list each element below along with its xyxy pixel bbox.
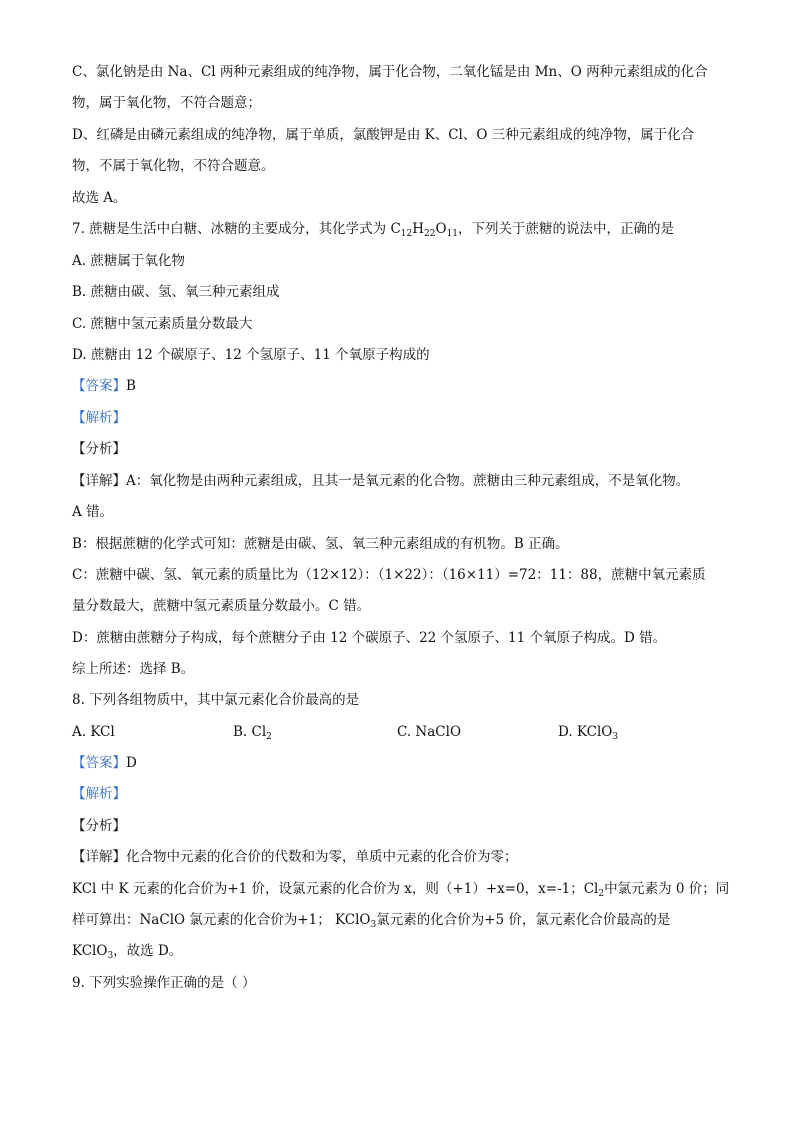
q7-analysis-tag: 【解析】: [72, 410, 126, 426]
q7-detail-line-4: C：蔗糖中碳、氢、氧元素的质量比为（12×12）：（1×22）：（16×11）=72：11：88，蔗糖中氧元素质: [72, 567, 706, 583]
q7-detail-line-3: B：根据蔗糖的化学式可知：蔗糖是由碳、氢、氧三种元素组成的有机物。B 正确。: [72, 536, 569, 552]
q8-option-c: C. NaClO: [397, 724, 462, 740]
q7-option-b: B. 蔗糖由碳、氢、氧三种元素组成: [72, 284, 280, 300]
q7-detail-line-1: 【详解】A：氧化物是由两种元素组成，且其一是氧元素的化合物。蔗糖由三种元素组成，不是氧化物。: [72, 473, 690, 489]
option-d-explanation-line-2: 物，不属于氧化物，不符合题意。: [72, 158, 275, 174]
q8-analysis-tag: 【解析】: [72, 786, 126, 802]
q7-detail-line-6: D：蔗糖由蔗糖分子构成，每个蔗糖分子由 12 个碳原子、22 个氢原子、11 个氧原子构成。D 错。: [72, 630, 667, 646]
q8-answer: 【答案】D: [72, 755, 137, 771]
q7-detail-line-2: A 错。: [72, 504, 114, 520]
q8-detail-line-4: KClO$_3$，故选 D。: [72, 943, 183, 961]
option-c-explanation-line-1: C、氯化钠是由 Na、Cl 两种元素组成的纯净物，属于化合物，二氧化锰是由 Mn、O 两种元素组成的化合: [72, 64, 708, 80]
q8-stem: 8. 下列各组物质中，其中氯元素化合价最高的是: [72, 692, 360, 708]
q8-detail-line-1: 【详解】化合物中元素的化合价的代数和为零，单质中元素的化合价为零；: [72, 849, 518, 865]
detail-tag: 【详解】: [72, 849, 126, 865]
q7-option-a: A. 蔗糖属于氧化物: [72, 253, 185, 269]
choice-conclusion: 故选 A。: [72, 190, 127, 206]
q7-answer: 【答案】B: [72, 378, 136, 394]
q7-detail-line-5: 量分数最大，蔗糖中氢元素质量分数最小。C 错。: [72, 598, 371, 614]
q8-detail-line-2: KCl 中 K 元素的化合价为+1 价，设氯元素的化合价为 x，则（+1）+x=0，x=-1；$Cl_2$中氯元素为 0 价；同: [72, 881, 730, 899]
q8-option-a: A. KCl: [72, 724, 115, 740]
option-c-explanation-line-2: 物，属于氧化物，不符合题意；: [72, 95, 261, 111]
q8-fenxi-tag: 【分析】: [72, 818, 126, 834]
q8-detail-line-3: 样可算出：NaClO 氯元素的化合价为+1； KClO$_3$氯元素的化合价为+5 价，氯元素化合价最高的是: [72, 912, 671, 930]
q7-option-c: C. 蔗糖中氢元素质量分数最大: [72, 316, 253, 332]
q7-stem: 7. 蔗糖是生活中白糖、冰糖的主要成分，其化学式为 $C_{12}H_{22}O_{11}$，下列关于蔗糖的说法中，正确的是: [72, 221, 675, 239]
option-d-explanation-line-1: D、红磷是由磷元素组成的纯净物，属于单质，氯酸钾是由 K、Cl、O 三种元素组成的纯净物，属于化合: [72, 127, 695, 143]
q9-stem: 9. 下列实验操作正确的是（ ）: [72, 975, 256, 991]
q7-fenxi-tag: 【分析】: [72, 441, 126, 457]
answer-tag: 【答案】: [72, 755, 126, 771]
detail-tag: 【详解】: [72, 473, 126, 489]
q8-option-d: D. KClO$_3$: [558, 724, 619, 742]
q7-summary: 综上所述：选择 B。: [72, 661, 195, 677]
q8-option-b: B. $Cl_2$: [233, 724, 272, 742]
answer-tag: 【答案】: [72, 378, 126, 394]
q7-option-d: D. 蔗糖由 12 个碳原子、12 个氢原子、11 个氧原子构成的: [72, 347, 430, 363]
